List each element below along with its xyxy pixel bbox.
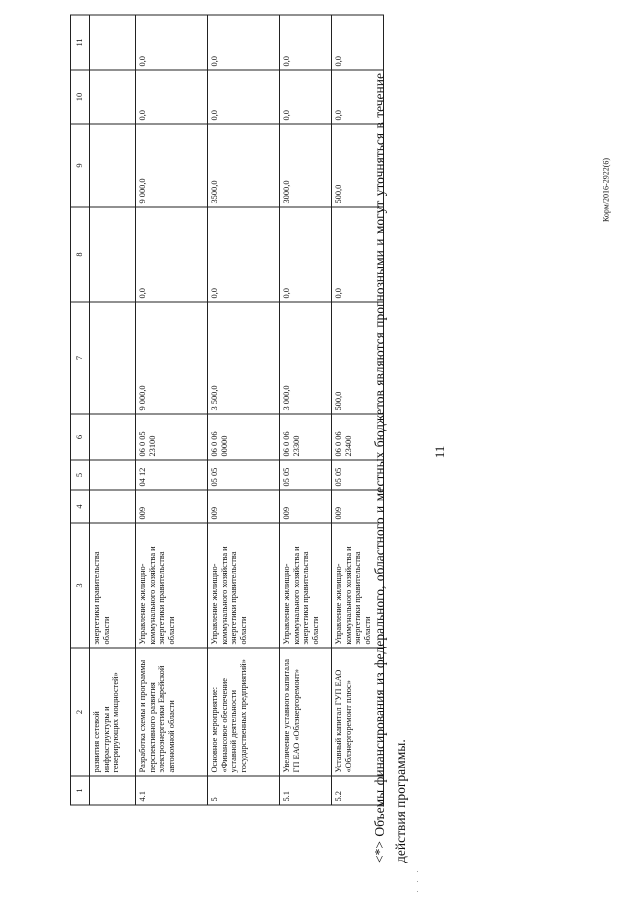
header-cell: 8 xyxy=(71,207,90,302)
table-cell-col-5: 05 05 xyxy=(332,460,384,490)
table-cell-col-2: Уставный капитал ГУП ЕАО «Облэнергоремонт плюс» xyxy=(332,648,384,776)
table-cell-col-5 xyxy=(90,460,136,490)
table-cell-col-3: энергетики правительства области xyxy=(90,523,136,648)
table-cell-col-4 xyxy=(90,490,136,523)
table-cell-col-5: 04 12 xyxy=(136,460,208,490)
table-cell-col-6: 06 0 06 23400 xyxy=(332,414,384,460)
table-row xyxy=(280,15,332,805)
table-cell-col-10: 0,0 xyxy=(136,70,208,124)
table-cell-col-2: Основное мероприятие: «Финансовое обеспечение уставной деятельности государственных предприятий» xyxy=(208,648,280,776)
table-cell-col-9: 9 000,0 xyxy=(136,124,208,207)
table-cell-col-8: 0,0 xyxy=(332,207,384,302)
header-cell: 4 xyxy=(71,490,90,523)
table-cell-col-3: Управление жилищно-коммунального хозяйства и энергетики правительства области xyxy=(136,523,208,648)
table-header-row xyxy=(71,15,90,805)
table-row xyxy=(90,15,136,805)
table-cell-col-7: 3 000,0 xyxy=(280,302,332,414)
table-cell-col-11: 0,0 xyxy=(280,15,332,70)
table-cell-col-10 xyxy=(90,70,136,124)
document-stamp: Корм/2016-2922(6) xyxy=(601,157,611,223)
table-cell-col-6: 06 0 06 23300 xyxy=(280,414,332,460)
table-cell-col-11: 0,0 xyxy=(208,15,280,70)
header-cell: 7 xyxy=(71,302,90,414)
table-cell-col-8 xyxy=(90,207,136,302)
table-cell-col-4: 009 xyxy=(136,490,208,523)
table-cell-col-9: 3500,0 xyxy=(208,124,280,207)
table-cell-col-6: 06 0 05 23100 xyxy=(136,414,208,460)
table-cell-col-6: 06 0 06 00000 xyxy=(208,414,280,460)
table-cell-col-2: Увеличение уставного капитала ГП ЕАО «Облэнергоремонт» xyxy=(280,648,332,776)
table-cell-col-11 xyxy=(90,15,136,70)
table-row xyxy=(208,15,280,805)
program-table-container xyxy=(70,15,384,806)
table-cell-col-11: 0,0 xyxy=(332,15,384,70)
table-cell-col-5: 05 05 xyxy=(208,460,280,490)
table-cell-col-1 xyxy=(90,776,136,805)
table-cell-col-4: 009 xyxy=(208,490,280,523)
header-cell: 10 xyxy=(71,70,90,124)
table-cell-col-10: 0,0 xyxy=(208,70,280,124)
table-cell-col-7: 500,0 xyxy=(332,302,384,414)
table-cell-col-10: 0,0 xyxy=(332,70,384,124)
table-cell-col-9 xyxy=(90,124,136,207)
table-cell-col-3: Управление жилищно-коммунального хозяйства и энергетики правительства области xyxy=(280,523,332,648)
table-cell-col-7 xyxy=(90,302,136,414)
table-cell-col-7: 3 500,0 xyxy=(208,302,280,414)
header-cell: 2 xyxy=(71,648,90,776)
footnote: <*> Объемы финансирования из федерального, областного и местных бюджетов являются прогнозными и могут уточняться в течение действия программы. xyxy=(372,73,408,863)
header-cell: 9 xyxy=(71,124,90,207)
table-cell-col-11: 0,0 xyxy=(136,15,208,70)
table-cell-col-2: развития сетевой инфраструктуры и генерирующих мощностей» xyxy=(90,648,136,776)
scan-dots: · · · xyxy=(414,867,422,893)
header-cell: 11 xyxy=(71,15,90,70)
table-cell-col-9: 500,0 xyxy=(332,124,384,207)
table-cell-col-8: 0,0 xyxy=(280,207,332,302)
header-cell: 1 xyxy=(71,776,90,805)
table-cell-col-6 xyxy=(90,414,136,460)
table-cell-col-10: 0,0 xyxy=(280,70,332,124)
table-row xyxy=(136,15,208,805)
table-cell-col-3: Управление жилищно-коммунального хозяйства и энергетики правительства области xyxy=(208,523,280,648)
program-table xyxy=(70,15,384,806)
table-cell-col-1: 5 xyxy=(208,776,280,805)
table-cell-col-5: 05 05 xyxy=(280,460,332,490)
header-cell: 5 xyxy=(71,460,90,490)
table-cell-col-7: 9 000,0 xyxy=(136,302,208,414)
table-cell-col-8: 0,0 xyxy=(208,207,280,302)
table-cell-col-1: 5.2 xyxy=(332,776,384,805)
table-cell-col-8: 0,0 xyxy=(136,207,208,302)
header-cell: 3 xyxy=(71,523,90,648)
table-cell-col-4: 009 xyxy=(332,490,384,523)
table-cell-col-1: 4.1 xyxy=(136,776,208,805)
table-cell-col-3: Управление жилищно-коммунального хозяйства и энергетики правительства области xyxy=(332,523,384,648)
header-cell: 6 xyxy=(71,414,90,460)
table-cell-col-4: 009 xyxy=(280,490,332,523)
table-cell-col-1: 5.1 xyxy=(280,776,332,805)
page-number: 11 xyxy=(432,445,447,459)
table-cell-col-2: Разработка схемы и программы перспективного развития электроэнергетики Еврейской автономной области xyxy=(136,648,208,776)
table-cell-col-9: 3000,0 xyxy=(280,124,332,207)
